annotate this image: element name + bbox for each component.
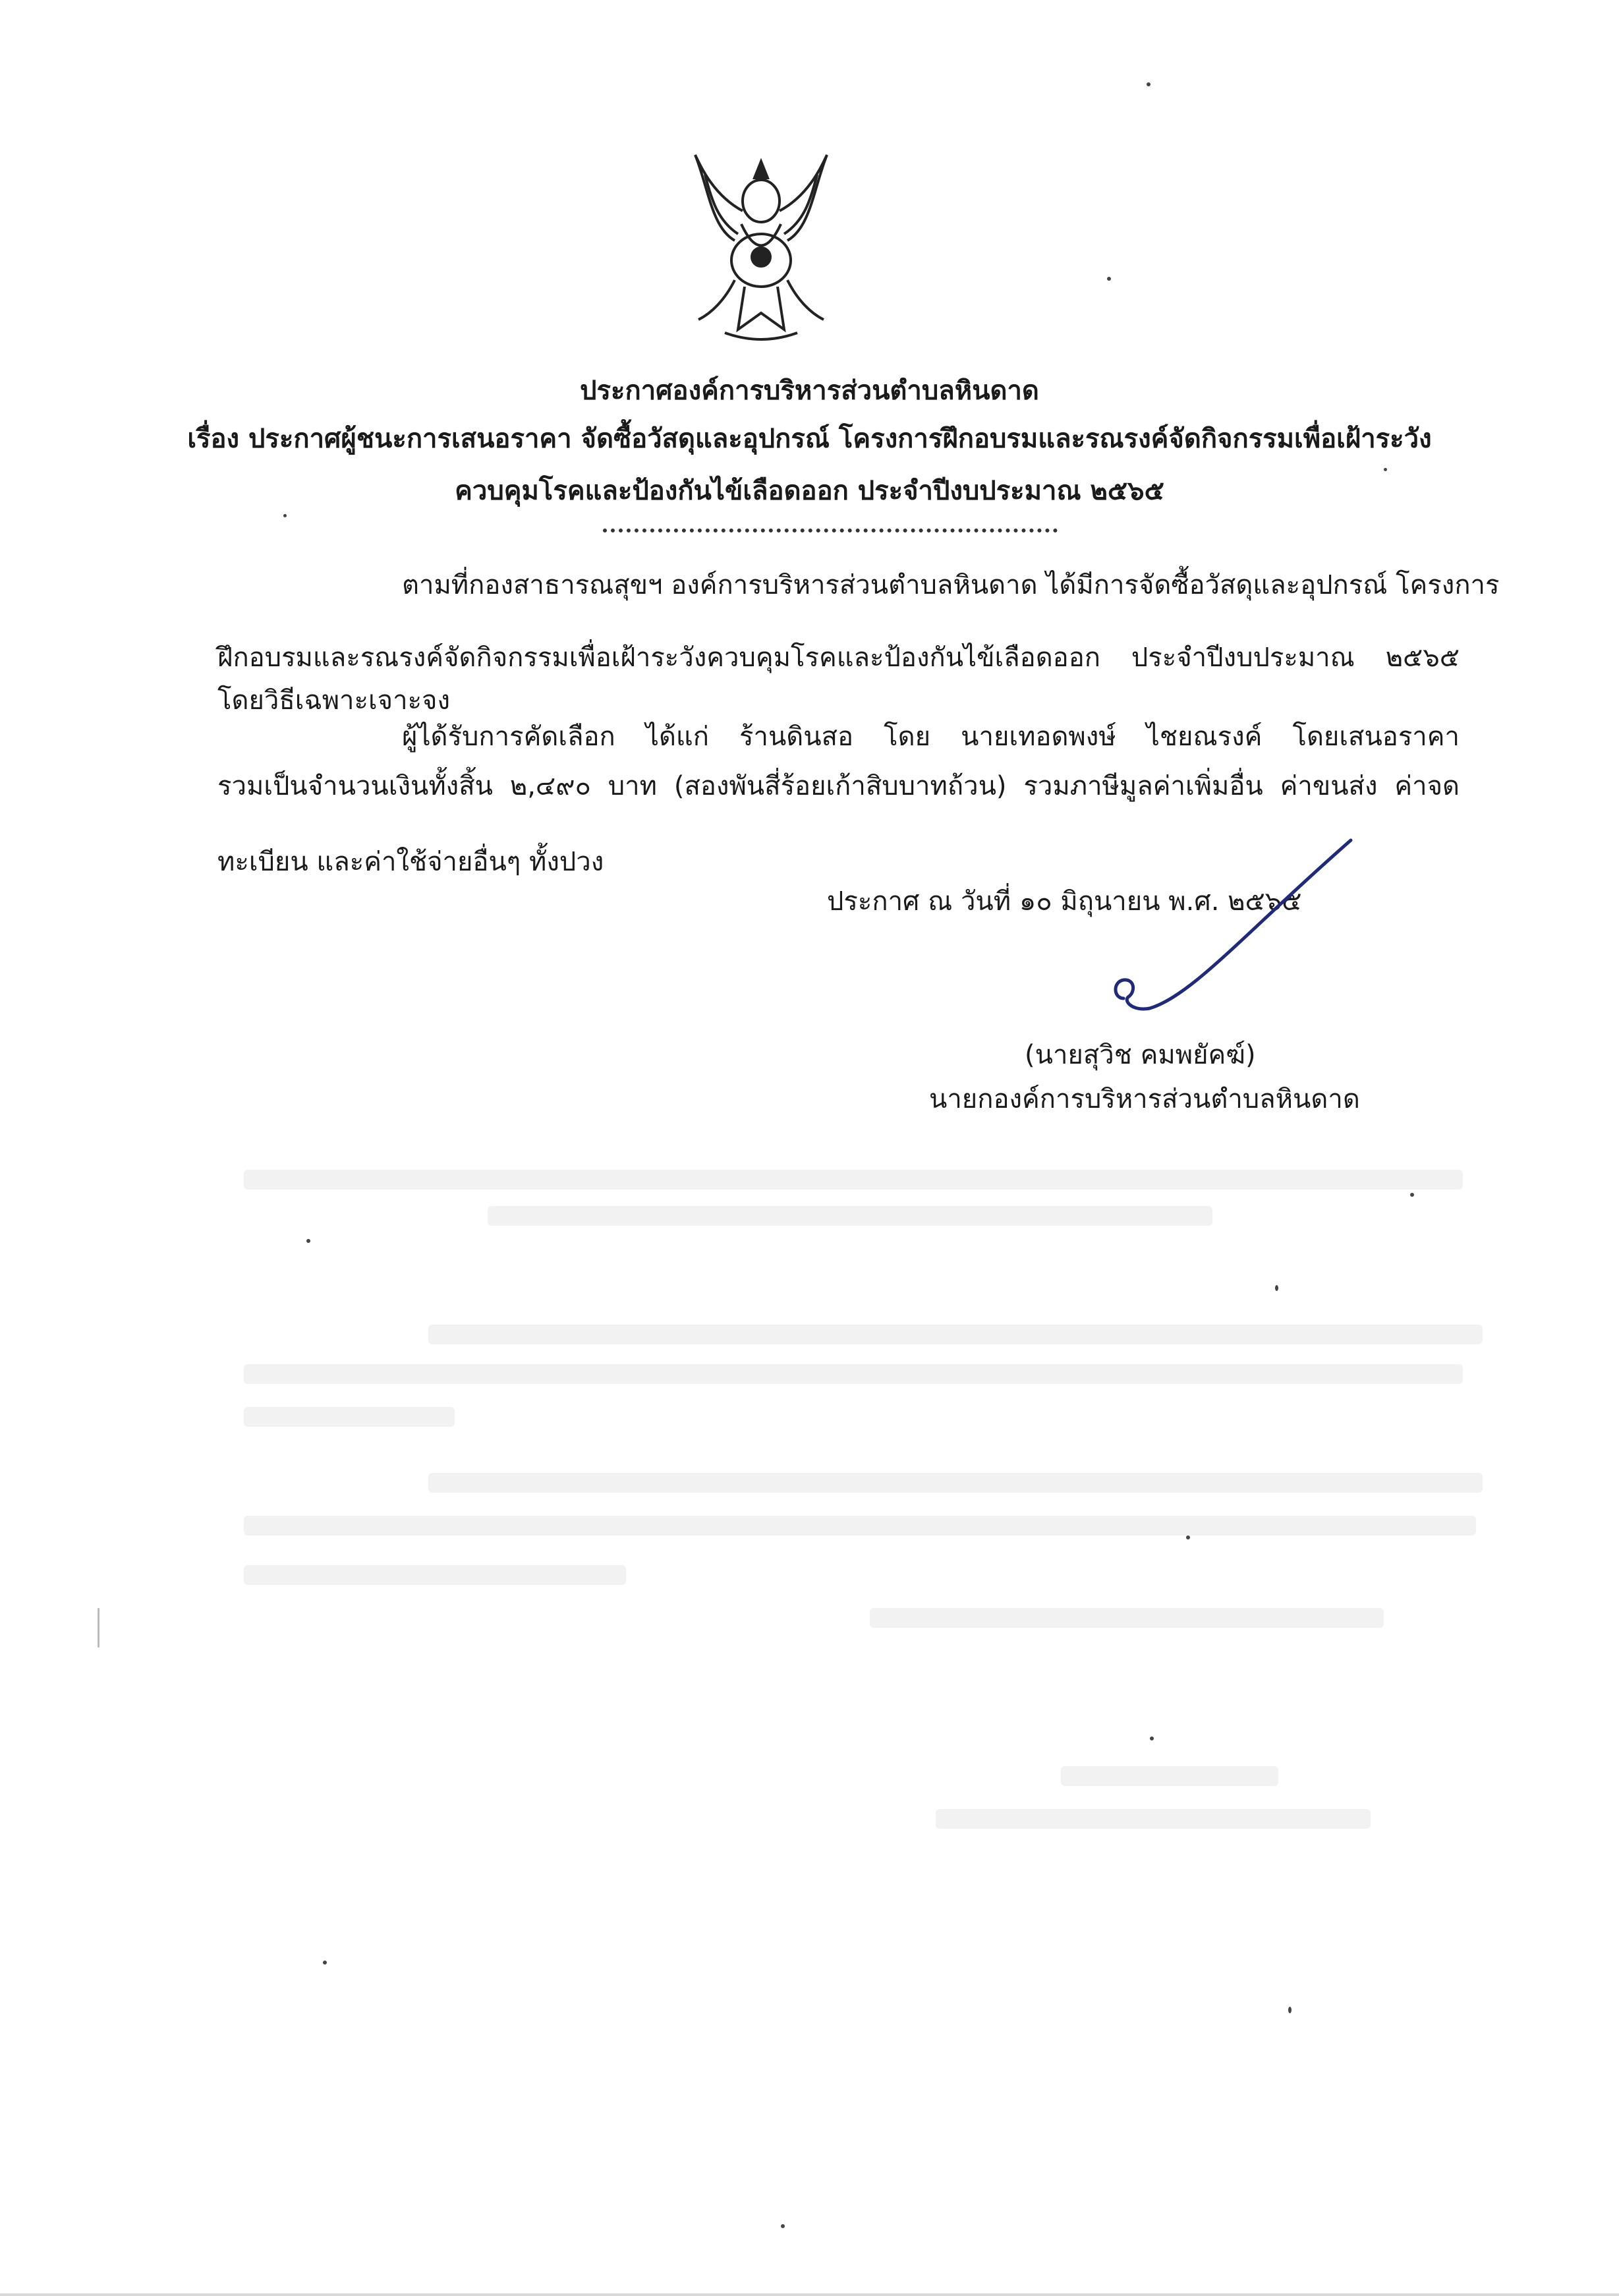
title-divider	[603, 529, 1058, 532]
garuda-emblem-icon	[672, 148, 850, 346]
paragraph-2-line-3: ทะเบียน และค่าใช้จ่ายอื่นๆ ทั้งปวง	[217, 847, 604, 877]
show-through-text	[936, 1809, 1371, 1829]
subject-line-1: เรื่อง ประกาศผู้ชนะการเสนอราคา จัดซื้อวัสดุและอุปกรณ์ โครงการฝึกอบรมและรณรงค์จัดกิจกรรมเพื่อเฝ้าระวัง	[187, 424, 1432, 454]
paragraph-2-line-2: รวมเป็นจำนวนเงินทั้งสิ้น ๒,๔๙๐ บาท (สองพันสี่ร้อยเก้าสิบบาทถ้วน) รวมภาษีมูลค่าเพิ่มอื่น ค่าขนส่ง ค่าจด	[217, 771, 1460, 801]
paragraph-1-line-2: ฝึกอบรมและรณรงค์จัดกิจกรรมเพื่อเฝ้าระวังควบคุมโรคและป้องกันไข้เลือดออก ประจำปีงบประมาณ ๒๕๖๕	[217, 643, 1460, 673]
scan-speck	[1275, 1285, 1278, 1291]
show-through-text	[244, 1170, 1463, 1190]
scan-speck	[1410, 1193, 1414, 1197]
signatory-name: (นายสุวิช คมพยัคฆ์)	[1025, 1040, 1256, 1070]
announcement-date: ประกาศ ณ วันที่ ๑๐ มิถุนายน พ.ศ. ๒๕๖๕	[827, 886, 1302, 917]
scan-speck	[1288, 2007, 1292, 2013]
scan-speck	[1107, 277, 1111, 281]
page-bottom-edge	[0, 2293, 1619, 2296]
scan-speck	[323, 1961, 327, 1965]
subject-line-2: ควบคุมโรคและป้องกันไข้เลือดออก ประจำปีงบประมาณ ๒๕๖๕	[455, 476, 1164, 506]
handwritten-signature	[1087, 834, 1371, 1031]
scan-speck	[283, 514, 287, 517]
scan-speck	[1147, 82, 1150, 86]
show-through-text	[244, 1565, 626, 1585]
show-through-text	[428, 1473, 1483, 1493]
show-through-text	[428, 1325, 1483, 1344]
paragraph-1-line-3: โดยวิธีเฉพาะเจาะจง	[217, 685, 451, 716]
show-through-text	[244, 1364, 1463, 1384]
scan-mark	[98, 1608, 99, 1648]
scan-speck	[1384, 468, 1387, 471]
show-through-text	[488, 1206, 1212, 1226]
scan-speck	[1150, 1736, 1154, 1740]
scan-speck	[781, 2224, 785, 2228]
announcement-title: ประกาศองค์การบริหารส่วนตำบลหินดาด	[580, 376, 1039, 406]
show-through-text	[1061, 1766, 1278, 1786]
scan-speck	[1186, 1535, 1190, 1539]
signatory-position: นายกองค์การบริหารส่วนตำบลหินดาด	[929, 1084, 1360, 1114]
paragraph-1-line-1: ตามที่กองสาธารณสุขฯ องค์การบริหารส่วนตำบลหินดาด ได้มีการจัดซื้อวัสดุและอุปกรณ์ โครงการ	[402, 570, 1500, 600]
show-through-text	[244, 1407, 455, 1427]
show-through-text	[244, 1516, 1476, 1535]
scan-speck	[306, 1239, 310, 1243]
show-through-text	[870, 1608, 1384, 1628]
paragraph-2-line-1: ผู้ได้รับการคัดเลือก ได้แก่ ร้านดินสอ โดย นายเทอดพงษ์ ไชยณรงค์ โดยเสนอราคา	[402, 722, 1460, 752]
